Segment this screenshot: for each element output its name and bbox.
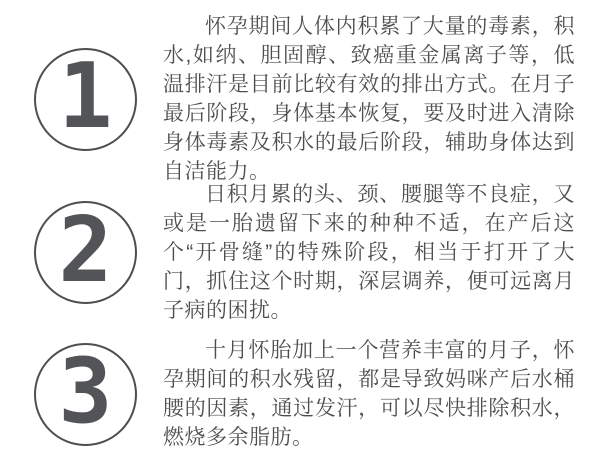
step-circle-2 [34,197,137,304]
step-paragraph-3: 十月怀胎加上一个营养丰富的月子，怀孕期间的积水残留，都是导致妈咪产后水桶腰的因素，通过发汗，可以尽快排除积水，燃烧多余脂肪。 [163,339,575,449]
step-number-1: 1 [58,44,113,149]
step-number-2: 2 [58,197,113,303]
step-section-1 [0,12,600,186]
step-paragraph-2: 日积月累的头、颈、腰腿等不良症，又或是一胎遗留下来的种种不适，在产后这个“开骨缝”的特殊阶段，相当于打开了大门，抓住这个时期，深层调养，便可远离月子病的困扰。 [163,183,575,322]
step-section-2 [0,180,600,325]
step-number-3: 3 [58,339,113,444]
step-circle-1 [34,44,137,151]
step-circle-3 [34,339,137,446]
step-section-3 [0,336,600,452]
step-paragraph-1: 怀孕期间人体内积累了大量的毒素，积水,如纳、胆固醇、致癌重金属离子等，低温排汗是目前比较有效的排出方式。在月子最后阶段，身体基本恢复，要及时进入清除身体毒素及积水的最后阶段，辅助身体达到自洁能力。 [163,15,575,183]
